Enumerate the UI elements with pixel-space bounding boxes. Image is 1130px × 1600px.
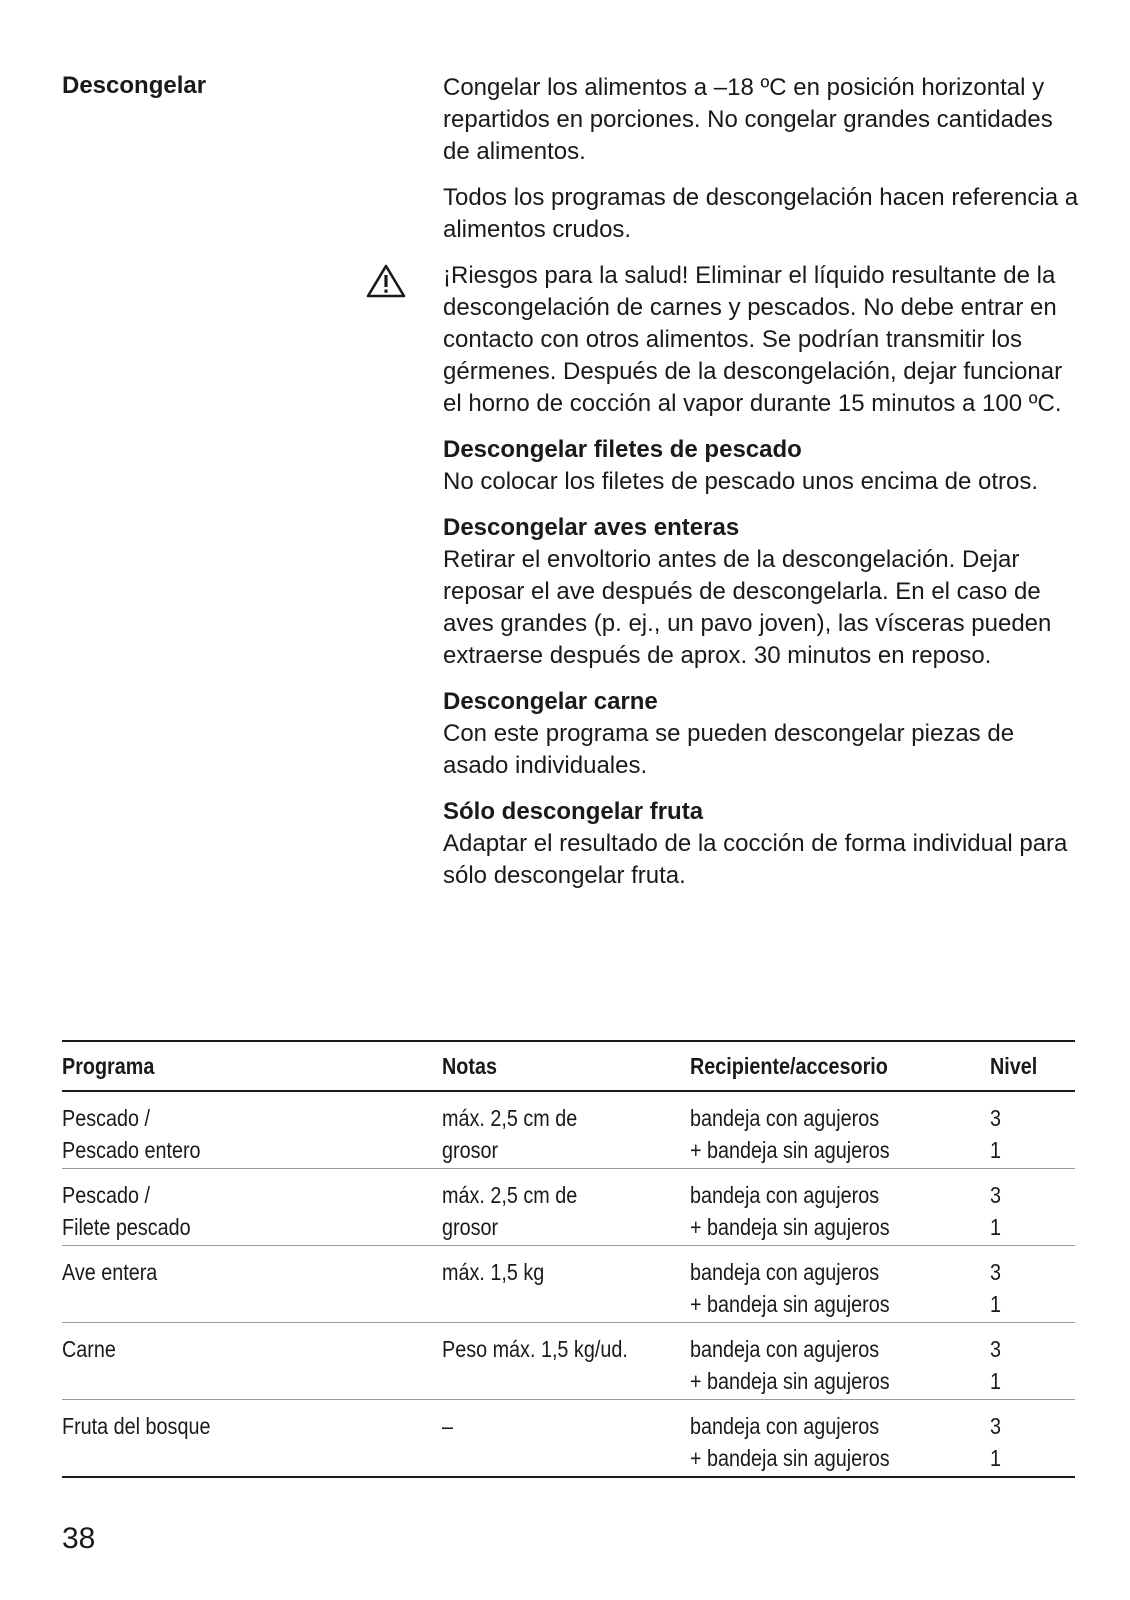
defrost-program-table bbox=[62, 1040, 1075, 1478]
cell-line: 1 bbox=[990, 1137, 1002, 1163]
cell-line: 3 bbox=[990, 1105, 1002, 1131]
cell-line: máx. 2,5 cm de bbox=[442, 1182, 578, 1208]
cell-recipiente bbox=[690, 1256, 890, 1320]
cell-line: bandeja con agujeros bbox=[690, 1182, 880, 1208]
intro-paragraph: Todos los programas de descongelación hacen referencia a alimentos crudos. bbox=[443, 184, 1079, 243]
subsection-title: Descongelar carne bbox=[443, 688, 658, 715]
cell-notas bbox=[442, 1256, 544, 1288]
cell-line: 1 bbox=[990, 1368, 1002, 1394]
cell-line: + bandeja sin agujeros bbox=[690, 1368, 890, 1394]
cell-line: Fruta del bosque bbox=[62, 1413, 211, 1439]
header-notas: Notas bbox=[442, 1053, 497, 1079]
warning-block bbox=[443, 260, 1083, 420]
subsection-text: No colocar los filetes de pescado unos encima de otros. bbox=[443, 468, 1038, 495]
cell-programa bbox=[62, 1256, 157, 1288]
cell-nivel bbox=[990, 1410, 1001, 1474]
cell-line: Ave entera bbox=[62, 1259, 158, 1285]
subsection-fish-fillets bbox=[443, 434, 1083, 498]
warning-triangle-icon bbox=[366, 264, 406, 298]
cell-line: bandeja con agujeros bbox=[690, 1413, 880, 1439]
cell-line: grosor bbox=[442, 1137, 499, 1163]
cell-notas bbox=[442, 1102, 577, 1166]
cell-line: + bandeja sin agujeros bbox=[690, 1137, 890, 1163]
warning-text: ¡Riesgos para la salud! Eliminar el líquido resultante de la descongelación de carnes y pescados. No debe entrar en contacto con otros alimentos. Se podrían transmitir los gérmenes. Después de la descongelación, dejar funcionar el horno de cocción al vapor durante 15 minutos a 100 ºC. bbox=[443, 262, 1063, 417]
cell-nivel bbox=[990, 1256, 1001, 1320]
cell-programa bbox=[62, 1333, 116, 1365]
table-row bbox=[62, 1246, 1075, 1323]
subsection-meat bbox=[443, 686, 1083, 782]
cell-line: Pescado / bbox=[62, 1105, 150, 1131]
cell-programa bbox=[62, 1410, 210, 1442]
cell-recipiente bbox=[690, 1333, 890, 1397]
cell-notas bbox=[442, 1179, 577, 1243]
cell-line: Pescado entero bbox=[62, 1137, 201, 1163]
cell-line: Peso máx. 1,5 kg/ud. bbox=[442, 1336, 628, 1362]
cell-recipiente bbox=[690, 1410, 890, 1474]
cell-line: Filete pescado bbox=[62, 1214, 191, 1240]
intro-paragraph: Congelar los alimentos a –18 ºC en posición horizontal y repartidos en porciones. No congelar grandes cantidades de alimentos. bbox=[443, 74, 1053, 165]
subsection-whole-poultry bbox=[443, 512, 1083, 672]
table-row bbox=[62, 1400, 1075, 1478]
cell-recipiente bbox=[690, 1179, 890, 1243]
cell-notas bbox=[442, 1333, 628, 1365]
header-nivel: Nivel bbox=[990, 1053, 1038, 1079]
cell-line: bandeja con agujeros bbox=[690, 1259, 880, 1285]
cell-line: bandeja con agujeros bbox=[690, 1105, 880, 1131]
cell-nivel bbox=[990, 1102, 1001, 1166]
header-recipiente: Recipiente/accesorio bbox=[690, 1053, 888, 1079]
subsection-fruit bbox=[443, 796, 1083, 892]
cell-line: máx. 1,5 kg bbox=[442, 1259, 545, 1285]
subsection-title: Sólo descongelar fruta bbox=[443, 798, 704, 825]
cell-line: 1 bbox=[990, 1445, 1002, 1471]
cell-line: máx. 2,5 cm de bbox=[442, 1105, 578, 1131]
subsection-text: Adaptar el resultado de la cocción de forma individual para sólo descongelar fruta. bbox=[443, 830, 1068, 889]
content-column bbox=[443, 72, 1083, 906]
cell-programa bbox=[62, 1102, 201, 1166]
subsection-title: Descongelar filetes de pescado bbox=[443, 436, 802, 463]
cell-line: Pescado / bbox=[62, 1182, 150, 1208]
table-row bbox=[62, 1169, 1075, 1246]
cell-line: 3 bbox=[990, 1413, 1002, 1439]
cell-line: 1 bbox=[990, 1214, 1002, 1240]
table-row bbox=[62, 1092, 1075, 1169]
cell-line: – bbox=[442, 1413, 454, 1439]
cell-line: 3 bbox=[990, 1336, 1002, 1362]
cell-line: + bandeja sin agujeros bbox=[690, 1214, 890, 1240]
table-row bbox=[62, 1323, 1075, 1400]
cell-line: + bandeja sin agujeros bbox=[690, 1291, 890, 1317]
cell-programa bbox=[62, 1179, 191, 1243]
cell-recipiente bbox=[690, 1102, 890, 1166]
cell-line: 3 bbox=[990, 1259, 1002, 1285]
table-header bbox=[62, 1040, 1075, 1092]
cell-nivel bbox=[990, 1179, 1001, 1243]
header-programa: Programa bbox=[62, 1053, 155, 1079]
cell-line: 3 bbox=[990, 1182, 1002, 1208]
cell-line: grosor bbox=[442, 1214, 499, 1240]
subsection-text: Con este programa se pueden descongelar piezas de asado individuales. bbox=[443, 720, 1015, 779]
cell-nivel bbox=[990, 1333, 1001, 1397]
cell-line: Carne bbox=[62, 1336, 116, 1362]
subsection-title: Descongelar aves enteras bbox=[443, 514, 740, 541]
section-title: Descongelar bbox=[62, 72, 207, 99]
cell-notas bbox=[442, 1410, 453, 1442]
cell-line: + bandeja sin agujeros bbox=[690, 1445, 890, 1471]
subsection-text: Retirar el envoltorio antes de la descongelación. Dejar reposar el ave después de descongelarla. En el caso de aves grandes (p. ej., un pavo joven), las vísceras pueden extraerse después de aprox. 30 minutos en reposo. bbox=[443, 546, 1052, 669]
page-number: 38 bbox=[62, 1522, 96, 1555]
cell-line: bandeja con agujeros bbox=[690, 1336, 880, 1362]
cell-line: 1 bbox=[990, 1291, 1002, 1317]
